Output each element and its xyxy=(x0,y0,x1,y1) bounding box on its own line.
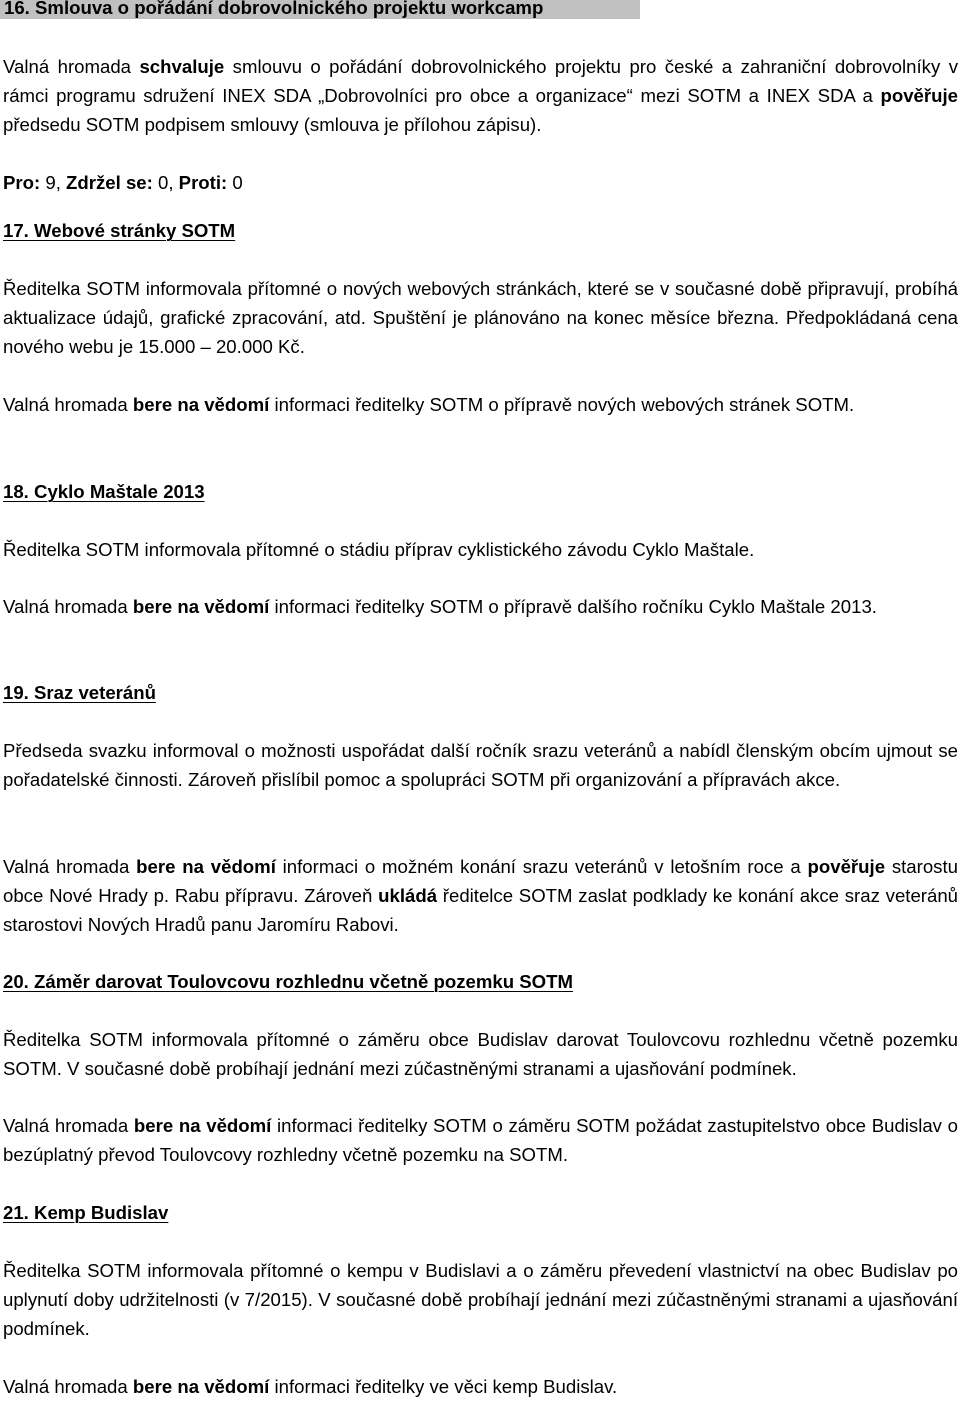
text: Valná hromada xyxy=(3,856,137,877)
vote-abstain-label: Zdržel se: xyxy=(66,172,153,193)
section-21-paragraph-2 xyxy=(3,1372,958,1401)
text: informaci ředitelky SOTM o záměru SOTM požádat zastupitelstvo obce Budislav o bezúplatný převod Toulovcovy rozhledny včetně pozemku na SOTM. xyxy=(3,1115,958,1165)
bold-text: bere na vědomí xyxy=(133,1115,272,1136)
text: Valná hromada xyxy=(3,596,133,617)
text: předsedu SOTM podpisem smlouvy (smlouva je přílohou zápisu). xyxy=(3,114,542,135)
section-16-title: 16. Smlouva o pořádání dobrovolnického projektu workcamp xyxy=(0,0,640,19)
text: Valná hromada xyxy=(3,56,140,77)
section-20-heading: 20. Záměr darovat Toulovcovu rozhlednu včetně pozemku SOTM xyxy=(3,971,573,992)
bold-text: bere na vědomí xyxy=(136,856,276,877)
section-21-heading: 21. Kemp Budislav xyxy=(3,1202,169,1223)
text: Valná hromada xyxy=(3,1376,133,1397)
bold-text: pověřuje xyxy=(807,856,886,877)
section-20-paragraph-1: Ředitelka SOTM informovala přítomné o záměru obce Budislav darovat Toulovcovu rozhlednu včetně pozemku SOTM. V současné době probíhají jednání mezi zúčastněnými stranami a ujasňování podmínek. xyxy=(3,1029,958,1079)
bold-text: bere na vědomí xyxy=(132,394,270,415)
section-18-paragraph-2 xyxy=(3,592,958,621)
section-18-paragraph-1: Ředitelka SOTM informovala přítomné o stádiu příprav cyklistického závodu Cyklo Maštale. xyxy=(3,539,755,560)
bold-text: schvaluje xyxy=(139,56,225,77)
text: informaci ředitelky SOTM o přípravě dalšího ročníku Cyklo Maštale 2013. xyxy=(269,596,877,617)
section-20-paragraph-2 xyxy=(3,1111,958,1169)
section-17-paragraph-2 xyxy=(3,390,958,419)
vote-pro-value: 9, xyxy=(40,172,67,193)
text: informaci ředitelky SOTM o přípravě nových webových stránek SOTM. xyxy=(269,394,855,415)
vote-against-value: 0 xyxy=(227,172,243,193)
text: Valná hromada xyxy=(3,1115,134,1136)
section-16-paragraph xyxy=(3,52,958,139)
vote-abstain-value: 0, xyxy=(152,172,179,193)
bold-text: pověřuje xyxy=(880,85,958,106)
section-17-paragraph-1: Ředitelka SOTM informovala přítomné o nových webových stránkách, které se v současné době připravují, probíhá aktualizace údajů, grafické zpracování, atd. Spuštění je plánováno na konec měsíce března. Předpokládaná cena nového webu je 15.000 – 20.000 Kč. xyxy=(3,278,958,357)
section-16-vote xyxy=(3,168,958,197)
section-19-heading: 19. Sraz veteránů xyxy=(3,682,156,703)
bold-text: ukládá xyxy=(378,885,438,906)
text: starostu obce Nové Hrady p. Rabu přípravu. Zároveň xyxy=(3,856,958,906)
text: smlouvu o pořádání dobrovolnického projektu pro české a zahraniční dobrovolníky v rámci programu sdružení INEX SDA „Dobrovolníci pro obce a organizace“ mezi SOTM a INEX SDA a xyxy=(3,56,958,106)
text: informaci o možném konání srazu veteránů v letošním roce a xyxy=(275,856,808,877)
section-19-paragraph-1: Předseda svazku informoval o možnosti uspořádat další ročník srazu veteránů a nabídl členským obcím ujmout se pořadatelské činnosti. Zároveň přislíbil pomoc a spolupráci SOTM při organizování a přípravách akce. xyxy=(3,740,958,790)
section-18-heading: 18. Cyklo Maštale 2013 xyxy=(3,481,205,502)
text: ředitelce SOTM zaslat podklady ke konání akce sraz veteránů starostovi Nových Hradů panu Jaromíru Rabovi. xyxy=(3,885,959,935)
bold-text: bere na vědomí xyxy=(132,1376,270,1397)
section-19-paragraph-2 xyxy=(3,852,958,939)
bold-text: bere na vědomí xyxy=(132,596,270,617)
vote-pro-label: Pro: xyxy=(3,172,41,193)
section-21-paragraph-1: Ředitelka SOTM informovala přítomné o kempu v Budislavi a o záměru převedení vlastnictví na obec Budislav po uplynutí doby udržitelnosti (v 7/2015). V současné době probíhají jednání mezi zúčastněnými stranami a ujasňování podmínek. xyxy=(3,1260,958,1339)
vote-against-label: Proti: xyxy=(178,172,228,193)
text: informaci ředitelky ve věci kemp Budislav. xyxy=(269,1376,618,1397)
text: Valná hromada xyxy=(3,394,133,415)
section-17-heading: 17. Webové stránky SOTM xyxy=(3,220,236,241)
